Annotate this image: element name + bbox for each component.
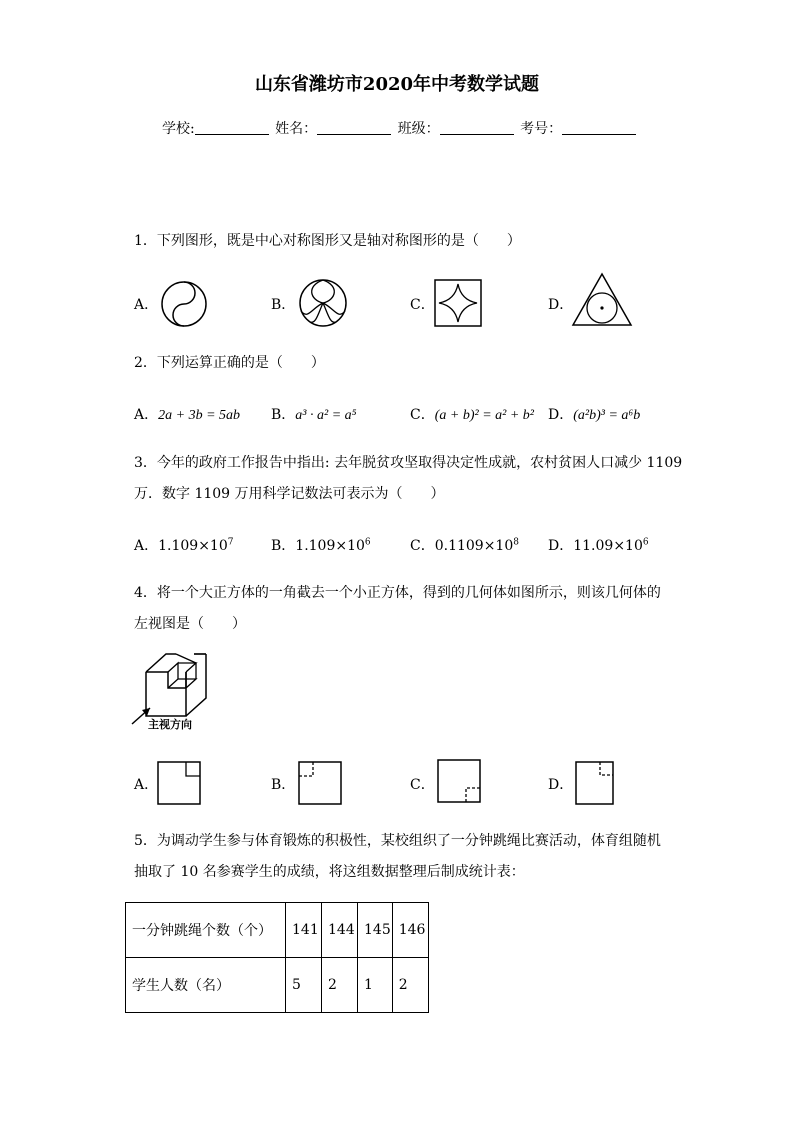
q2-option-b bbox=[271, 404, 357, 424]
q3-option-a-exp: 7 bbox=[227, 537, 234, 548]
table-row-header: 学生人数（名） bbox=[126, 958, 286, 1013]
q5-stats-table bbox=[125, 902, 429, 1013]
table-cell: 141 bbox=[286, 903, 322, 958]
q3-option-b-label: B． bbox=[271, 538, 296, 554]
q1-option-d-label: D． bbox=[548, 297, 574, 313]
q3-option-a-mantissa: 1.109×10 bbox=[158, 538, 228, 554]
q3-option-a bbox=[134, 535, 233, 555]
q3-option-b bbox=[271, 535, 371, 555]
q3-option-c-exp: 8 bbox=[513, 537, 519, 548]
q2-option-d-label: D． bbox=[548, 407, 574, 423]
table-cell: 2 bbox=[392, 958, 428, 1013]
table-cell: 145 bbox=[358, 903, 393, 958]
class-blank bbox=[440, 120, 514, 135]
q2-option-c-label: C． bbox=[410, 407, 435, 423]
q2-option-a-label: A． bbox=[134, 407, 159, 423]
table-cell: 1 bbox=[358, 958, 393, 1013]
q4-option-a-label: A． bbox=[134, 777, 159, 793]
table-cell: 146 bbox=[392, 903, 428, 958]
q3-stem bbox=[134, 448, 683, 510]
q4-figure-c-view bbox=[437, 759, 481, 803]
q2-option-c bbox=[410, 404, 534, 424]
q1-figure-a-taiji bbox=[160, 280, 208, 328]
q4-stem-line1: 4．将一个大正方体的一角截去一个小正方体，得到的几何体如图所示，则该几何体的 bbox=[134, 585, 661, 601]
q3-option-c bbox=[410, 535, 519, 555]
q2-option-d bbox=[548, 404, 640, 424]
q4-stem bbox=[134, 578, 674, 640]
q3-option-d-mantissa: 11.09×10 bbox=[573, 538, 643, 554]
q3-option-d bbox=[548, 535, 649, 555]
table-cell: 2 bbox=[322, 958, 358, 1013]
school-label: 学校: bbox=[162, 121, 195, 137]
q1-figure-c-star-in-square bbox=[433, 278, 483, 328]
table-row-header: 一分钟跳绳个数（个） bbox=[126, 903, 286, 958]
q1-figure-b-trefoil bbox=[298, 278, 348, 328]
q4-option-d-label: D． bbox=[548, 777, 574, 793]
q1-option-b-label: B． bbox=[271, 297, 296, 313]
q4-option-b-label: B． bbox=[271, 777, 296, 793]
q2-stem: 2．下列运算正确的是（ ） bbox=[134, 355, 325, 371]
q4-figure-b-view bbox=[298, 761, 342, 805]
q4-option-c-label: C． bbox=[410, 777, 435, 793]
q5-stem-line2: 抽取了 10 名参赛学生的成绩，将这组数据整理后制成统计表： bbox=[134, 864, 525, 880]
q3-stem-line1: 3．今年的政府工作报告中指出: 去年脱贫攻坚取得决定性成就，农村贫困人口减少 1109 bbox=[134, 455, 683, 471]
table-cell: 144 bbox=[322, 903, 358, 958]
q3-option-b-mantissa: 1.109×10 bbox=[295, 538, 365, 554]
q5-stem bbox=[134, 826, 674, 888]
q1-stem: 1．下列图形，既是中心对称图形又是轴对称图形的是（ ） bbox=[134, 233, 521, 249]
q3-option-a-label: A． bbox=[134, 538, 159, 554]
table-row bbox=[126, 903, 429, 958]
q3-option-d-exp: 6 bbox=[642, 537, 649, 548]
student-info-line bbox=[162, 118, 638, 138]
table-cell: 5 bbox=[286, 958, 322, 1013]
q1-option-c-label: C． bbox=[410, 297, 435, 313]
name-blank bbox=[317, 120, 391, 135]
table-row bbox=[126, 958, 429, 1013]
name-label: 姓名： bbox=[275, 121, 318, 137]
q3-option-b-exp: 6 bbox=[364, 537, 371, 548]
q3-option-d-label: D． bbox=[548, 538, 574, 554]
q2-option-b-label: B． bbox=[271, 407, 296, 423]
q4-stem-line2: 左视图是（ ） bbox=[134, 616, 246, 632]
page-title: 山东省潍坊市2020年中考数学试题 bbox=[254, 74, 540, 95]
q2-option-d-expr: (a²b)³ = a⁶b bbox=[573, 408, 641, 423]
q2-option-a-expr: 2a + 3b = 5ab bbox=[158, 408, 241, 423]
class-label: 班级： bbox=[397, 121, 440, 137]
exam-no-blank bbox=[562, 120, 636, 135]
q1-option-a-label: A． bbox=[134, 297, 159, 313]
q3-stem-line2: 万．数字 1109 万用科学记数法可表示为（ ） bbox=[134, 486, 445, 502]
school-blank bbox=[195, 120, 269, 135]
q5-stem-line1: 5．为调动学生参与体育锻炼的积极性，某校组织了一分钟跳绳比赛活动，体育组随机 bbox=[134, 833, 661, 849]
q3-option-c-mantissa: 0.1109×10 bbox=[434, 538, 514, 554]
q4-figure-d-view bbox=[575, 761, 615, 805]
q4-figure-a-view bbox=[157, 761, 201, 805]
q3-option-c-label: C． bbox=[410, 538, 435, 554]
exam-no-label: 考号： bbox=[520, 121, 563, 137]
q2-option-a bbox=[134, 404, 240, 424]
q4-figure-caption: 主视方向 bbox=[148, 718, 192, 731]
q2-option-b-expr: a³ · a² = a⁵ bbox=[295, 408, 357, 423]
q1-figure-d-triangle-circle bbox=[571, 272, 633, 328]
q2-option-c-expr: (a + b)² = a² + b² bbox=[434, 408, 534, 423]
